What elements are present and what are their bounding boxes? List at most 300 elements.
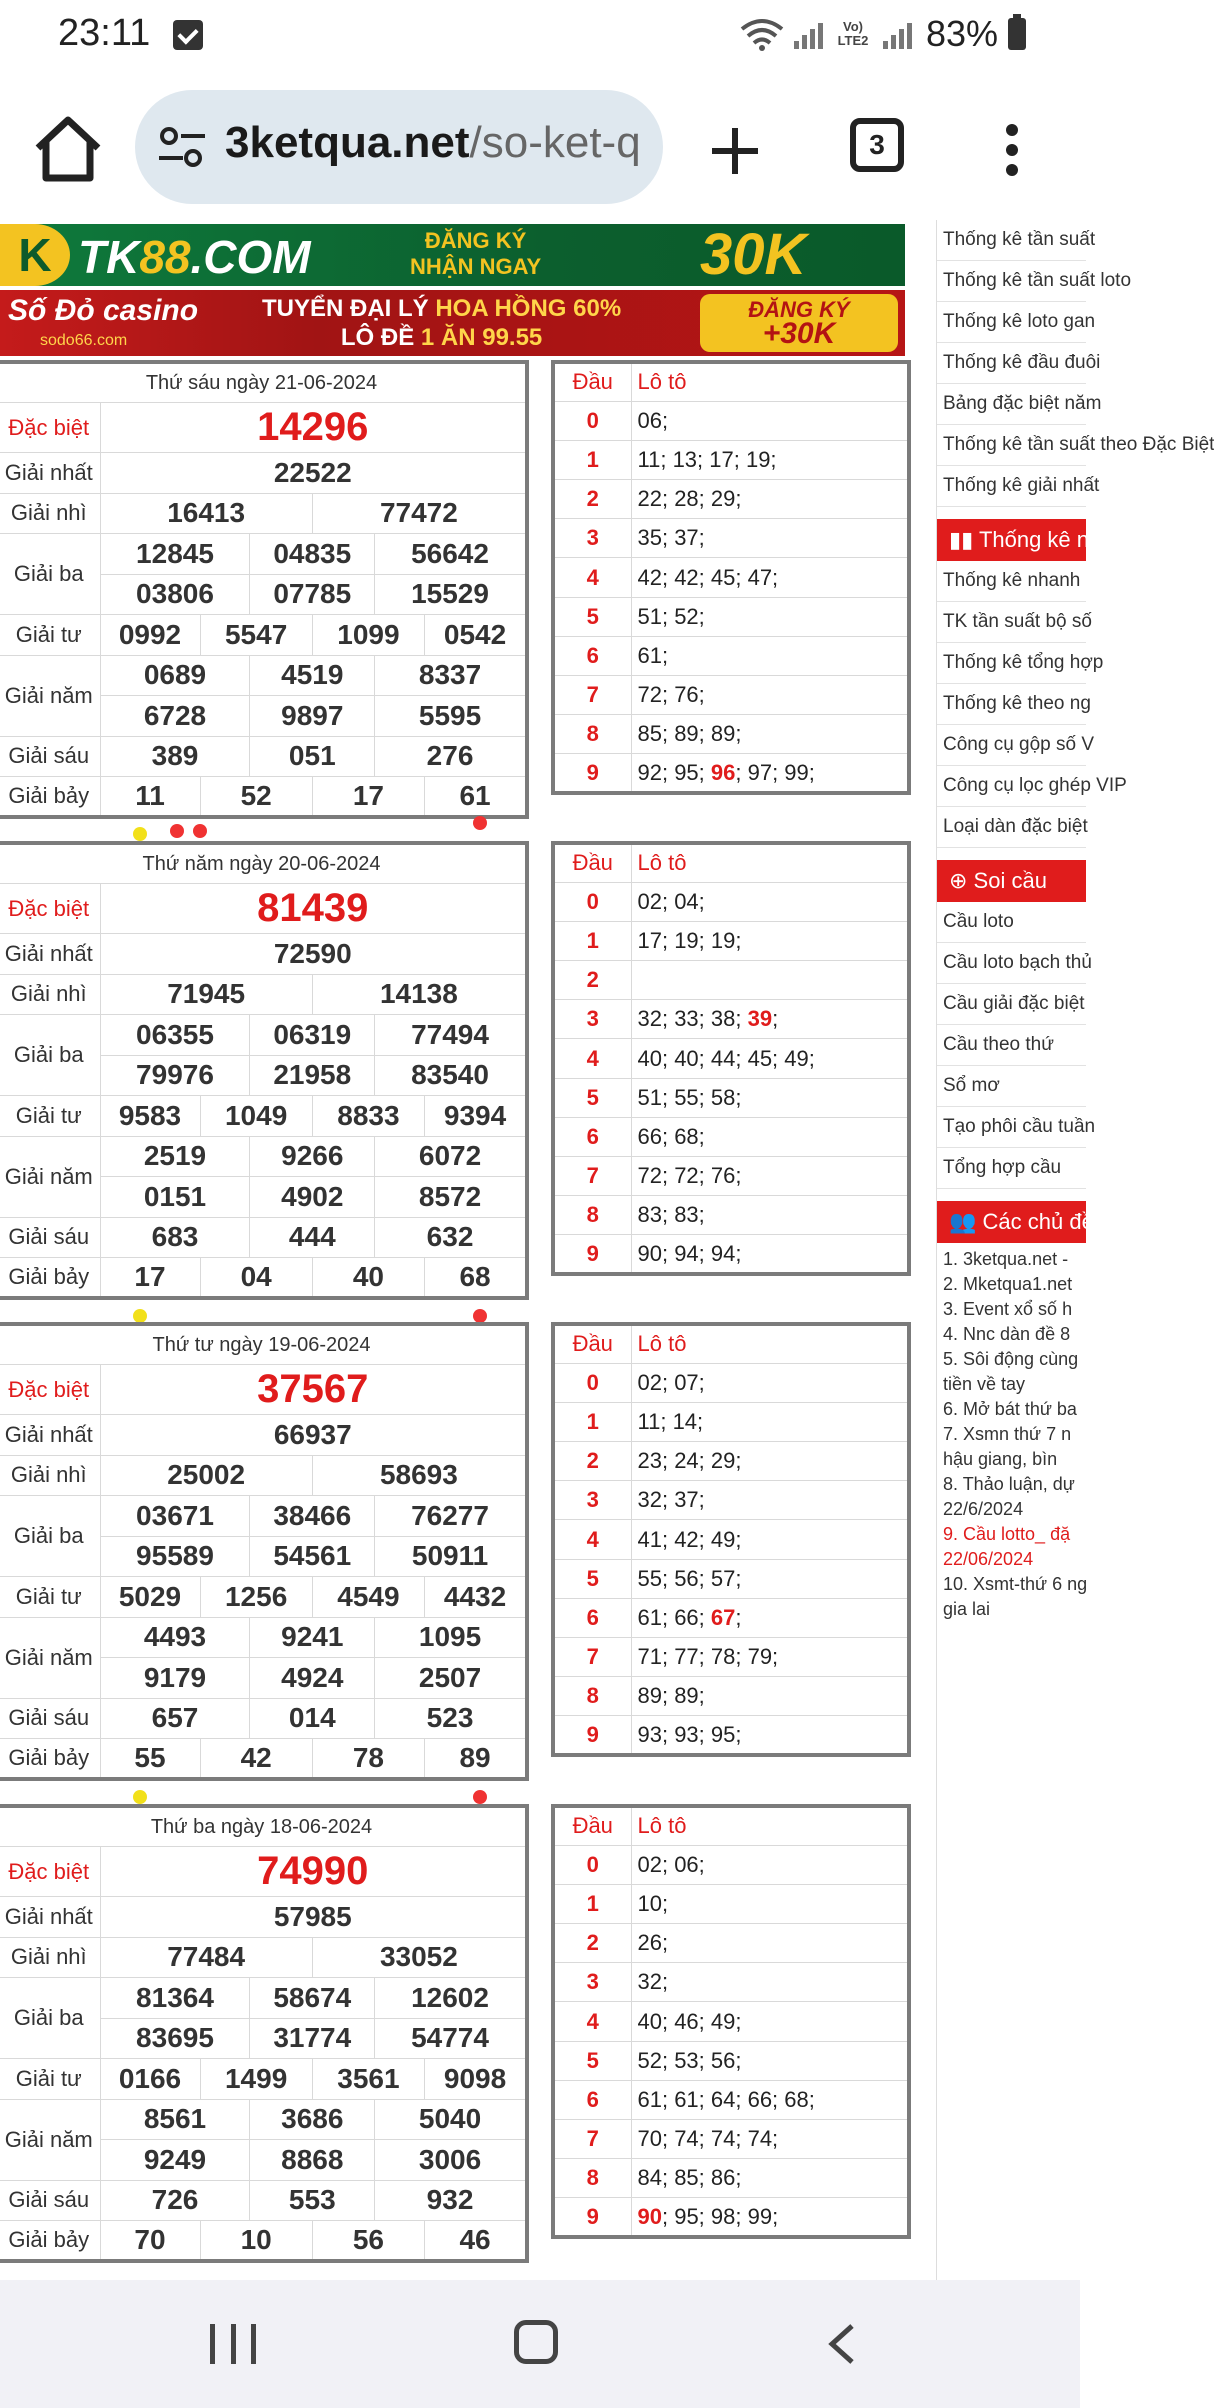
loto-values: 93; 93; 95; (631, 1716, 909, 1755)
status-time: 23:11 (58, 12, 151, 54)
battery-icon (1008, 18, 1026, 50)
prize-number: 8561 (100, 2099, 250, 2140)
prize-number: 52 (200, 777, 312, 818)
prize-number: 4902 (250, 1177, 375, 1218)
loto-values: 90; 94; 94; (631, 1235, 909, 1274)
dau-number: 5 (553, 1559, 631, 1598)
prize-number: 0992 (100, 615, 200, 656)
dau-number: 0 (553, 401, 631, 440)
sodo-promo-text: TUYỂN ĐẠI LÝ HOA HỒNG 60% LÔ ĐỀ 1 ĂN 99.55 (262, 295, 622, 351)
topic-link[interactable]: 6. Mở bát thứ ba (943, 1399, 1077, 1419)
home-nav-icon[interactable] (514, 2320, 558, 2364)
prize-label: Giải bảy (0, 2221, 100, 2262)
loto-values (631, 961, 909, 1000)
sidebar-link[interactable]: Thống kê tần suất loto (937, 261, 1086, 302)
more-menu-icon[interactable] (1000, 118, 1024, 182)
prize-number: 3686 (250, 2099, 375, 2140)
prize-number: 657 (100, 1698, 250, 1739)
prize-label: Giải sáu (0, 2180, 100, 2221)
prize-label: Giải nhì (0, 1455, 100, 1496)
dau-number: 2 (553, 961, 631, 1000)
dau-number: 3 (553, 1963, 631, 2002)
prize-number: 22522 (100, 453, 527, 494)
sidebar-link[interactable]: Công cụ gộp số V (937, 725, 1086, 766)
loto-values: 10; (631, 1884, 909, 1923)
prize-number: 726 (100, 2180, 250, 2221)
tk88-banner[interactable] (0, 224, 905, 286)
prize-number: 06319 (250, 1015, 375, 1056)
topic-link[interactable]: 9. Cầu lotto_ đặ (943, 1524, 1071, 1544)
dau-number: 5 (553, 1078, 631, 1117)
prize-number: 932 (375, 2180, 527, 2221)
prize-number: 9897 (250, 696, 375, 737)
prize-number: 8868 (250, 2140, 375, 2181)
prize-label: Giải nhì (0, 974, 100, 1015)
prize-number: 1095 (375, 1617, 527, 1658)
sidebar-link[interactable]: Sổ mơ (937, 1066, 1086, 1107)
prize-label: Giải nhất (0, 453, 100, 494)
sidebar-link[interactable]: Loại dàn đặc biệt (937, 807, 1086, 848)
topic-link[interactable]: 22/06/2024 (943, 1549, 1034, 1569)
loto-values: 40; 46; 49; (631, 2002, 909, 2041)
marker-dot (473, 816, 487, 830)
prize-label: Giải tư (0, 2059, 100, 2100)
prize-label: Đặc biệt (0, 1847, 100, 1897)
prize-number: 553 (250, 2180, 375, 2221)
status-bar (0, 0, 1080, 76)
draw-date: Thứ ba ngày 18-06-2024 (0, 1806, 527, 1847)
special-loto: 96 (710, 759, 736, 785)
prize-label: Đặc biệt (0, 1365, 100, 1415)
dau-number: 0 (553, 1845, 631, 1884)
prize-number: 31774 (250, 2018, 375, 2059)
sidebar-link[interactable]: Công cụ lọc ghép VIP (937, 766, 1086, 807)
prize-label: Giải sáu (0, 1217, 100, 1258)
loto-header: Lô tô (631, 843, 909, 882)
prize-label: Giải tư (0, 615, 100, 656)
prize-number: 25002 (100, 1455, 312, 1496)
sidebar-link[interactable]: Bảng đặc biệt năm (937, 384, 1086, 425)
draw-date: Thứ năm ngày 20-06-2024 (0, 843, 527, 884)
url-host: 3ketqua.net (225, 118, 470, 167)
topic-link[interactable]: tiền về tay (943, 1374, 1026, 1394)
prize-number: 632 (375, 1217, 527, 1258)
loto-values: 51; 55; 58; (631, 1078, 909, 1117)
prize-number: 33052 (312, 1937, 527, 1978)
prize-number: 81364 (100, 1978, 250, 2019)
topic-link[interactable]: 4. Nnc dàn đề 8 (943, 1324, 1071, 1344)
loto-values: 11; 13; 17; 19; (631, 440, 909, 479)
draw-date: Thứ tư ngày 19-06-2024 (0, 1324, 527, 1365)
topic-link[interactable]: 3. Event xổ số h (943, 1299, 1073, 1319)
sidebar-link[interactable]: Thống kê đầu đuôi (937, 343, 1086, 384)
prize-label: Giải năm (0, 1617, 100, 1698)
dau-number: 2 (553, 480, 631, 519)
prize-label: Giải bảy (0, 1258, 100, 1299)
prize-number: 4924 (250, 1658, 375, 1699)
prize-number: 9179 (100, 1658, 250, 1699)
marker-dot (473, 1309, 487, 1323)
loto-header: Lô tô (631, 1324, 909, 1363)
prize-number: 42 (200, 1739, 312, 1780)
prize-number: 16413 (100, 493, 312, 534)
prize-number: 95589 (100, 1536, 250, 1577)
results-table (0, 1322, 529, 1781)
dau-number: 5 (553, 2041, 631, 2080)
dau-number: 3 (553, 1000, 631, 1039)
prize-label: Giải sáu (0, 736, 100, 777)
loto-values: 35; 37; (631, 519, 909, 558)
sidebar-head-stats: ▮▮ Thống kê n (937, 519, 1086, 561)
prize-number: 54561 (250, 1536, 375, 1577)
prize-number: 4519 (250, 655, 375, 696)
prize-number: 8572 (375, 1177, 527, 1218)
prize-label: Giải nhất (0, 934, 100, 975)
tk88-logo: K (0, 224, 70, 286)
right-sidebar (936, 220, 1214, 2280)
prize-number: 76277 (375, 1496, 527, 1537)
prize-number: 2519 (100, 1136, 250, 1177)
topic-link[interactable]: gia lai (943, 1599, 991, 1619)
home-icon[interactable] (30, 114, 106, 184)
results-table (0, 1804, 529, 2263)
loto-values: 83; 83; (631, 1196, 909, 1235)
prize-number: 77484 (100, 1937, 312, 1978)
prize-number: 14296 (100, 403, 527, 453)
special-loto: 39 (747, 1006, 773, 1032)
prize-number: 78 (312, 1739, 424, 1780)
sodo-register-button[interactable]: ĐĂNG KÝ +30K (700, 294, 898, 352)
prize-number: 61 (425, 777, 527, 818)
loto-values: 32; 37; (631, 1481, 909, 1520)
loto-values: 17; 19; 19; (631, 921, 909, 960)
loto-values: 70; 74; 74; 74; (631, 2120, 909, 2159)
prize-label: Giải bảy (0, 1739, 100, 1780)
prize-label: Giải năm (0, 2099, 100, 2180)
dau-number: 6 (553, 2080, 631, 2119)
prize-number: 04835 (250, 534, 375, 575)
prize-number: 8833 (312, 1096, 424, 1137)
prize-number: 5547 (200, 615, 312, 656)
prize-label: Giải sáu (0, 1698, 100, 1739)
prize-number: 15529 (375, 574, 527, 615)
signal1-icon (794, 19, 823, 49)
prize-number: 17 (312, 777, 424, 818)
marker-dot (473, 1790, 487, 1804)
dau-number: 1 (553, 1402, 631, 1441)
prize-number: 55 (100, 1739, 200, 1780)
dau-number: 2 (553, 1442, 631, 1481)
loto-values: 42; 42; 45; 47; (631, 558, 909, 597)
url-path: /so-ket-q (469, 118, 641, 167)
topic-link[interactable]: 7. Xsmn thứ 7 n (943, 1424, 1072, 1444)
prize-number: 12602 (375, 1978, 527, 2019)
prize-number: 38466 (250, 1496, 375, 1537)
prize-number: 6728 (100, 696, 250, 737)
prize-number: 12845 (100, 534, 250, 575)
prize-number: 4493 (100, 1617, 250, 1658)
dau-number: 6 (553, 1117, 631, 1156)
back-icon[interactable] (826, 2322, 856, 2366)
dau-number: 5 (553, 597, 631, 636)
sidebar-link[interactable]: Tạo phôi cầu tuần (937, 1107, 1086, 1148)
browser-toolbar (0, 76, 1080, 220)
prize-number: 9098 (425, 2059, 527, 2100)
prize-number: 014 (250, 1698, 375, 1739)
dau-number: 1 (553, 1884, 631, 1923)
prize-number: 0151 (100, 1177, 250, 1218)
prize-number: 79976 (100, 1055, 250, 1096)
special-loto: 67 (710, 1604, 736, 1630)
signal2-icon (883, 19, 912, 49)
loto-values: 92; 95; 96; 97; 99; (631, 754, 909, 793)
dau-number: 8 (553, 715, 631, 754)
loto-values: 52; 53; 56; (631, 2041, 909, 2080)
prize-number: 9249 (100, 2140, 250, 2181)
dau-header: Đầu (553, 1806, 631, 1845)
sidebar-link[interactable]: Thống kê theo ng (937, 684, 1086, 725)
marker-dot (170, 824, 184, 838)
dau-number: 4 (553, 558, 631, 597)
dau-header: Đầu (553, 843, 631, 882)
prize-number: 72590 (100, 934, 527, 975)
dau-number: 8 (553, 1196, 631, 1235)
sidebar-link[interactable]: Cầu loto (937, 902, 1086, 943)
wifi-icon (740, 17, 784, 51)
topic-link[interactable]: 10. Xsmt-thứ 6 ng (943, 1574, 1088, 1594)
marker-dot (193, 824, 207, 838)
tk88-name: TK88.COM (78, 231, 311, 283)
dau-header: Đầu (553, 362, 631, 401)
dau-number: 2 (553, 1924, 631, 1963)
prize-number: 051 (250, 736, 375, 777)
page-content (0, 220, 1214, 2280)
loto-values: 40; 40; 44; 45; 49; (631, 1039, 909, 1078)
prize-number: 5029 (100, 1577, 200, 1618)
loto-values: 22; 28; 29; (631, 480, 909, 519)
sidebar-link[interactable]: Cầu giải đặc biệt (937, 984, 1086, 1025)
loto-values: 11; 14; (631, 1402, 909, 1441)
dau-number: 9 (553, 1716, 631, 1755)
prize-number: 83695 (100, 2018, 250, 2059)
dau-number: 6 (553, 1598, 631, 1637)
prize-label: Giải ba (0, 1496, 100, 1577)
sidebar-link[interactable]: Thống kê giải nhất (937, 466, 1086, 507)
prize-number: 03671 (100, 1496, 250, 1537)
dau-number: 7 (553, 1638, 631, 1677)
loto-values: 32; 33; 38; 39; (631, 1000, 909, 1039)
sodo-site: sodo66.com (40, 332, 128, 349)
loto-values: 61; 66; 67; (631, 1598, 909, 1637)
system-nav-bar (0, 2280, 1080, 2408)
prize-number: 9266 (250, 1136, 375, 1177)
prize-number: 03806 (100, 574, 250, 615)
dau-number: 4 (553, 1520, 631, 1559)
tk88-amount: 30K (700, 222, 807, 287)
topic-link[interactable]: 2. Mketqua1.net (943, 1274, 1073, 1294)
loto-values: 84; 85; 86; (631, 2159, 909, 2198)
prize-number: 4432 (425, 1577, 527, 1618)
sidebar-link[interactable]: Tổng hợp cầu (937, 1148, 1086, 1189)
dau-number: 4 (553, 2002, 631, 2041)
prize-number: 3561 (312, 2059, 424, 2100)
topic-link[interactable]: 5. Sôi động cùng (943, 1349, 1079, 1369)
prize-label: Giải tư (0, 1096, 100, 1137)
sidebar-link[interactable]: Thống kê tổng hợp (937, 643, 1086, 684)
prize-number: 46 (425, 2221, 527, 2262)
special-loto: 90 (637, 2203, 662, 2229)
url-text[interactable] (225, 118, 641, 168)
dau-number: 0 (553, 882, 631, 921)
recent-apps-icon[interactable] (210, 2324, 256, 2364)
prize-label: Giải năm (0, 655, 100, 736)
prize-label: Giải ba (0, 1978, 100, 2059)
sodo-logo: Số Đỏ casino (8, 294, 199, 327)
network-label: Vo) LTE2 (837, 19, 869, 48)
tk88-register-text: ĐĂNG KÝ NHẬN NGAY (410, 228, 542, 279)
prize-label: Đặc biệt (0, 403, 100, 453)
dau-header: Đầu (553, 1324, 631, 1363)
loto-values: 90; 95; 98; 99; (631, 2198, 909, 2237)
dau-number: 3 (553, 519, 631, 558)
results-table (0, 360, 529, 819)
prize-label: Giải năm (0, 1136, 100, 1217)
draw-date: Thứ sáu ngày 21-06-2024 (0, 362, 527, 403)
topic-link[interactable]: hậu giang, bìn (943, 1449, 1058, 1469)
prize-number: 83540 (375, 1055, 527, 1096)
prize-number: 8337 (375, 655, 527, 696)
prize-number: 40 (312, 1258, 424, 1299)
prize-number: 5595 (375, 696, 527, 737)
dau-number: 7 (553, 1157, 631, 1196)
prize-label: Giải bảy (0, 777, 100, 818)
topic-link[interactable]: 22/6/2024 (943, 1499, 1024, 1519)
prize-number: 58693 (312, 1455, 527, 1496)
loto-values: 72; 72; 76; (631, 1157, 909, 1196)
dau-number: 6 (553, 636, 631, 675)
site-settings-icon[interactable] (157, 124, 207, 170)
prize-number: 5040 (375, 2099, 527, 2140)
sidebar-link[interactable]: Cầu loto bạch thủ (937, 943, 1086, 984)
dau-number: 1 (553, 921, 631, 960)
prize-number: 6072 (375, 1136, 527, 1177)
loto-table (551, 1804, 911, 2239)
dau-number: 7 (553, 676, 631, 715)
prize-number: 683 (100, 1217, 250, 1258)
dau-number: 3 (553, 1481, 631, 1520)
dau-number: 8 (553, 2159, 631, 2198)
marker-dot (133, 1790, 147, 1804)
loto-values: 32; (631, 1963, 909, 2002)
prize-number: 0542 (425, 615, 527, 656)
sidebar-head-topics: 👥 Các chủ đề (937, 1201, 1086, 1243)
loto-values: 61; 61; 64; 66; 68; (631, 2080, 909, 2119)
dau-number: 9 (553, 1235, 631, 1274)
loto-values: 85; 89; 89; (631, 715, 909, 754)
topic-list (937, 1243, 1086, 1632)
new-tab-icon[interactable] (700, 116, 770, 186)
battery-percent: 83% (926, 13, 999, 54)
prize-label: Giải ba (0, 1015, 100, 1096)
prize-number: 1256 (200, 1577, 312, 1618)
dau-number: 1 (553, 440, 631, 479)
sidebar-link[interactable]: TK tần suất bộ số (937, 602, 1086, 643)
loto-values: 26; (631, 1924, 909, 1963)
prize-number: 06355 (100, 1015, 250, 1056)
dau-number: 0 (553, 1363, 631, 1402)
prize-number: 58674 (250, 1978, 375, 2019)
prize-number: 04 (200, 1258, 312, 1299)
prize-number: 66937 (100, 1415, 527, 1456)
prize-number: 71945 (100, 974, 312, 1015)
sidebar-head-soicau: ⊕ Soi cầu (937, 860, 1086, 902)
address-bar[interactable] (135, 90, 663, 204)
sidebar-link[interactable]: Cầu theo thứ (937, 1025, 1086, 1066)
loto-header: Lô tô (631, 362, 909, 401)
prize-number: 1499 (200, 2059, 312, 2100)
notification-check-icon (173, 20, 203, 50)
prize-number: 4549 (312, 1577, 424, 1618)
prize-number: 9394 (425, 1096, 527, 1137)
loto-values: 51; 52; (631, 597, 909, 636)
prize-number: 77472 (312, 493, 527, 534)
prize-number: 1049 (200, 1096, 312, 1137)
prize-number: 3006 (375, 2140, 527, 2181)
sidebar-link[interactable]: Thống kê loto gan (937, 302, 1086, 343)
prize-number: 50911 (375, 1536, 527, 1577)
dau-number: 9 (553, 2198, 631, 2237)
sidebar-link[interactable]: Thống kê tần suất (937, 220, 1086, 261)
prize-label: Giải nhất (0, 1897, 100, 1938)
sidebar-link[interactable]: Thống kê nhanh (937, 561, 1086, 602)
loto-table (551, 1322, 911, 1757)
loto-values: 61; (631, 636, 909, 675)
loto-values: 89; 89; (631, 1677, 909, 1716)
dau-number: 7 (553, 2120, 631, 2159)
sodo-banner[interactable] (0, 290, 905, 356)
loto-values: 02; 07; (631, 1363, 909, 1402)
dau-number: 4 (553, 1039, 631, 1078)
prize-number: 1099 (312, 615, 424, 656)
results-table (0, 841, 529, 1300)
loto-values: 23; 24; 29; (631, 1442, 909, 1481)
loto-values: 02; 04; (631, 882, 909, 921)
prize-number: 74990 (100, 1847, 527, 1897)
prize-number: 2507 (375, 1658, 527, 1699)
prize-number: 0166 (100, 2059, 200, 2100)
prize-number: 17 (100, 1258, 200, 1299)
prize-number: 276 (375, 736, 527, 777)
topic-link[interactable]: 8. Thảo luận, dự (943, 1474, 1075, 1494)
prize-number: 54774 (375, 2018, 527, 2059)
prize-label: Giải tư (0, 1577, 100, 1618)
loto-values: 55; 56; 57; (631, 1559, 909, 1598)
loto-values: 66; 68; (631, 1117, 909, 1156)
loto-values: 72; 76; (631, 676, 909, 715)
prize-number: 81439 (100, 884, 527, 934)
prize-number: 0689 (100, 655, 250, 696)
topic-link[interactable]: 1. 3ketqua.net - (943, 1249, 1069, 1269)
prize-number: 523 (375, 1698, 527, 1739)
tab-switcher-button[interactable]: 3 (850, 118, 904, 172)
prize-number: 57985 (100, 1897, 527, 1938)
sidebar-link[interactable]: Thống kê tần suất theo Đặc Biệt (937, 425, 1086, 466)
marker-dot (133, 1309, 147, 1323)
prize-label: Giải ba (0, 534, 100, 615)
loto-table (551, 841, 911, 1276)
prize-label: Đặc biệt (0, 884, 100, 934)
loto-header: Lô tô (631, 1806, 909, 1845)
